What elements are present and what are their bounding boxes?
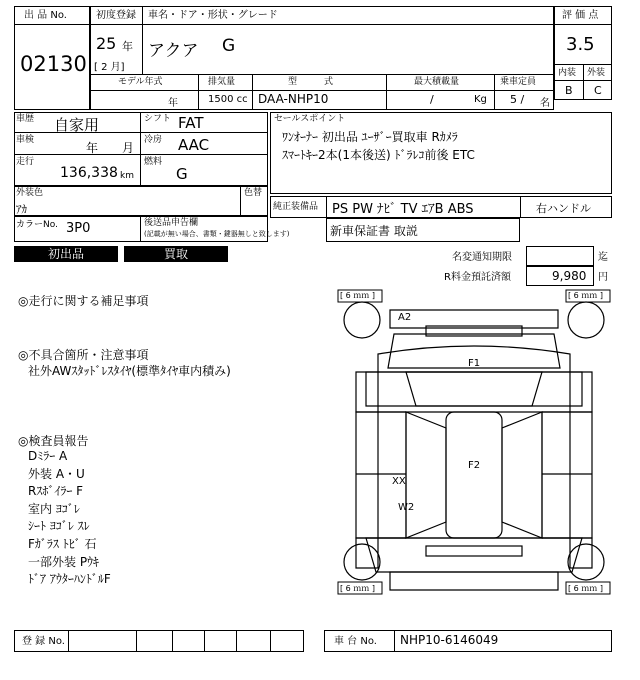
color-change-label: 色替 (244, 188, 263, 198)
chassis-no: NHP10-6146049 (400, 633, 499, 647)
details-box (14, 112, 268, 186)
car-diagram (336, 288, 612, 622)
color-no-label: カラーNo. (16, 220, 58, 230)
purchase-tag: 買取 (124, 246, 228, 262)
inspector-list (28, 448, 111, 589)
recycle-unit: 円 (598, 272, 608, 283)
defects-line: 社外AWｽﾀｯﾄﾞﾚｽﾀｲﾔ(標準ﾀｲﾔ車内積み) (28, 364, 231, 378)
steering: 右ハンドル (536, 202, 591, 215)
equipment-label: 純正装備品 (273, 202, 319, 212)
model: DAA-NHP10 (258, 92, 329, 106)
recycle-value: 9,980 (552, 269, 587, 283)
reg-label: 初度登録 (96, 10, 136, 21)
mark-xx: XX (392, 476, 406, 487)
lot-number: 02130 (20, 52, 87, 76)
notice-unit: 迄 (598, 252, 608, 263)
defects-title: ◎不具合箇所・注意事項 (18, 348, 149, 362)
sales-point-label: セールスポイント (274, 114, 346, 124)
equipment-items: PS PW ﾅﾋﾞ TV ｴｱB ABS (332, 202, 474, 217)
ac: AAC (178, 136, 210, 154)
after-label: 後送品申告欄 (144, 218, 199, 228)
model-label: 型 式 (288, 77, 334, 87)
inspector-item: 外装 A・U (28, 466, 85, 481)
car-name: アクア (148, 41, 199, 61)
shift-label: シフト (144, 114, 172, 124)
tire-rr-label: [ 6 ｍｍ ] (568, 584, 603, 593)
sales-point-line1: ﾜﾝｵｰﾅｰ 初出品 ﾕｰｻﾞｰ買取車 Rｶﾒﾗ (282, 130, 458, 144)
color-no: 3P0 (66, 221, 91, 236)
history: 自家用 (54, 116, 100, 134)
lot-label: 出 品 No. (24, 10, 67, 21)
inspection-year: 年 (86, 141, 99, 155)
inspection-month: 月 (122, 141, 135, 155)
color-box (14, 186, 268, 216)
reg-year: 25 (96, 34, 117, 53)
interior-grade: B (565, 84, 573, 97)
chassis-label: 車 台 No. (334, 636, 377, 647)
fuel: G (176, 165, 188, 183)
displacement-label: 排気量 (208, 77, 236, 87)
tire-fr-label: [ 6 ｍｍ ] (568, 291, 603, 300)
color-label: 外装色 (16, 188, 44, 198)
score: 3.5 (566, 34, 595, 55)
inspector-title: ◎検査員報告 (18, 434, 89, 448)
model-year-label: モデル年式 (118, 77, 163, 87)
capacity: 5 / (510, 93, 525, 106)
inspector-item: Dﾐﾗｰ A (28, 449, 68, 463)
sales-point-line2: ｽﾏｰﾄｷｰ2本(1本後送) ﾄﾞﾗﾚｺ前後 ETC (282, 148, 475, 162)
shift: FAT (178, 114, 204, 132)
mark-f2: F2 (468, 460, 481, 471)
fuel-label: 燃料 (144, 157, 163, 167)
exterior-grade: C (594, 84, 602, 97)
grade: G (222, 36, 236, 56)
history-label: 車歴 (16, 114, 35, 124)
max-load-value: / (430, 93, 434, 106)
car-label: 車名・ドア・形状・グレード (148, 10, 278, 21)
interior-label: 内装 (558, 68, 577, 78)
reg-month: [ 2 月] (94, 62, 125, 73)
year-unit: 年 (122, 40, 133, 53)
ac-label: 冷房 (144, 135, 163, 145)
tire-rl-label: [ 6 ｍｍ ] (340, 584, 375, 593)
inspector-item: ﾄﾞｱ ｱｳﾀｰﾊﾝﾄﾞﾙF (28, 572, 111, 587)
mileage-label: 走行 (16, 157, 35, 167)
reg-no-label: 登 録 No. (22, 636, 65, 647)
driving-title: ◎走行に関する補足事項 (18, 294, 149, 308)
tire-fl-label: [ 6 ｍｍ ] (340, 291, 375, 300)
max-load-label: 最大積載量 (414, 77, 460, 87)
inspector-item: Rｽﾎﾞｲﾗｰ F (28, 484, 84, 499)
capacity-label: 乗車定員 (500, 77, 537, 87)
inspection-label: 車検 (16, 135, 35, 145)
recycle-label: R料金預託済額 (444, 272, 511, 283)
score-label: 評 価 点 (562, 10, 599, 21)
first-listing-tag: 初出品 (14, 246, 118, 262)
mileage: 136,338 (60, 165, 118, 181)
warranty: 新車保証書 取説 (330, 224, 418, 238)
mark-f1: F1 (468, 358, 481, 369)
inspector-item: Fｶﾞﾗｽ ﾄﾋﾞ 石 (28, 536, 97, 551)
inspector-item: ｼｰﾄ ﾖｺﾞﾚ ｽﾚ (28, 519, 90, 534)
after-note: (記載が無い場合、書類・鍵器無しと致します) (144, 230, 290, 238)
inspector-item: 一部外装 Pｳｷ (28, 554, 100, 569)
notice-label: 名変通知期限 (452, 252, 512, 263)
color: ｱｶ (16, 203, 27, 216)
displacement: 1500 cc (208, 94, 248, 105)
model-year-unit: 年 (168, 98, 178, 109)
exterior-label: 外装 (587, 68, 606, 78)
notice-box (526, 246, 594, 266)
capacity-unit: 名 (540, 98, 550, 109)
mark-a2: A2 (398, 312, 412, 323)
max-load-unit: Kg (474, 94, 487, 105)
inspector-item: 室内 ﾖｺﾞﾚ (28, 501, 80, 516)
mileage-unit: km (120, 171, 134, 181)
mark-w2: W2 (398, 502, 415, 513)
